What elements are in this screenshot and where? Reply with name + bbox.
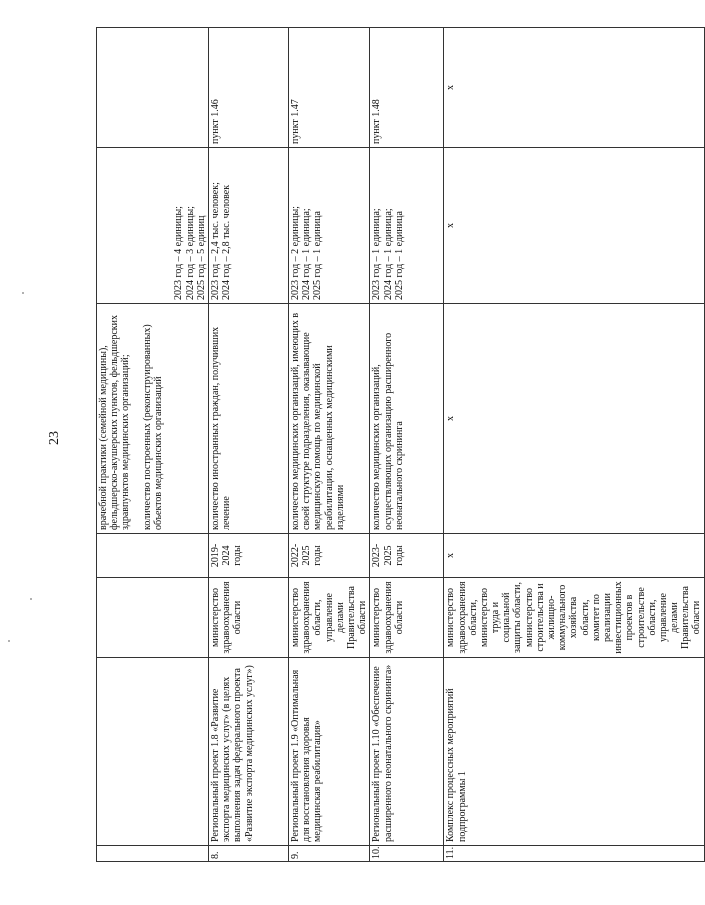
value-line: 2025 год – 1 единица <box>312 211 324 300</box>
indicator <box>97 304 209 534</box>
indicator <box>209 304 289 534</box>
executor <box>370 578 444 658</box>
indicator-line: врачебной практики (семейной медицины), фельдшерско-акушерских пунктов, фельдшерских здравпунктов медицинских организаций; <box>98 315 132 530</box>
reference: пункт 1.48 <box>370 28 444 148</box>
reference <box>97 28 209 148</box>
indicator-line: количество медицинских организаций, осуществляющих организацию расширенного неонатального скрининга <box>371 332 405 530</box>
program-table <box>96 27 705 862</box>
indicator-line: количество медицинских организаций, имеющих в своей структуре подразделения, оказывающие медицинскую помощь по медицинской реабилитации, оснащенных медицинскими изделиями <box>290 312 346 530</box>
reference: пункт 1.46 <box>209 28 289 148</box>
scan-speck <box>30 598 32 600</box>
executor-line: министерство здравоохранения области <box>210 581 244 654</box>
page-number: 23 <box>47 431 62 445</box>
table-row <box>97 28 209 862</box>
target-values <box>209 148 289 304</box>
project-name: Региональный проект 1.8 «Развитие экспорта медицинских услуг» (в целях выполнения задач федерального проекта «Развитие экспорта медицинских услуг») <box>209 658 289 846</box>
reference: x <box>444 28 704 148</box>
executor-line: министерство здравоохранения области, <box>290 581 324 654</box>
row-number: 8. <box>209 846 289 862</box>
executor <box>97 578 209 658</box>
executor-line: министерство здравоохранения области <box>371 581 405 654</box>
value-line: 2023 год – 2,4 тыс. человек; <box>210 182 221 300</box>
indicator <box>444 304 704 534</box>
value-line: 2023 год – 4 единицы; <box>173 206 185 300</box>
value-line: 2023 год – 2 единицы; <box>290 206 301 300</box>
executor-line: министерство строительства и жилищно-коммунального хозяйства области, <box>523 583 591 652</box>
period <box>97 534 209 578</box>
row-number <box>97 846 209 862</box>
executor <box>289 578 370 658</box>
value-line: 2023 год – 1 единица; <box>371 208 383 300</box>
scan-speck <box>8 640 10 642</box>
period: 2023-2025 годы <box>370 534 444 578</box>
table-body <box>97 28 705 862</box>
indicator-line: количество построенных (реконструированных) объектов медицинских организаций <box>141 324 164 530</box>
reference: пункт 1.47 <box>289 28 370 148</box>
executor-line: министерство труда и социальной защиты области, <box>478 582 524 653</box>
indicator-line: x <box>445 416 457 421</box>
period: 2022-2025 годы <box>289 534 370 578</box>
value-line: x <box>445 223 457 228</box>
target-values <box>289 148 370 304</box>
table-row <box>444 28 704 862</box>
target-values <box>444 148 704 304</box>
indicator <box>289 304 370 534</box>
rotated-table-container <box>96 28 703 862</box>
project-name <box>97 658 209 846</box>
row-number: 9. <box>289 846 370 862</box>
project-name: Комплекс процессных мероприятий подпрограммы 1 <box>444 658 704 846</box>
value-line: 2024 год – 1 единица; <box>382 208 394 300</box>
executor-line: управление делами Правительства области <box>323 586 369 649</box>
period: x <box>444 534 704 578</box>
project-name: Региональный проект 1.10 «Обеспечение расширенного неонатального скрининга» <box>370 658 444 846</box>
line-gap <box>132 307 142 530</box>
indicator-line: количество иностранных граждан, получивших лечение <box>210 326 233 530</box>
period: 2019-2024 годы <box>209 534 289 578</box>
scan-speck <box>22 292 24 294</box>
indicator <box>370 304 444 534</box>
table-row <box>370 28 444 862</box>
row-number: 11. <box>444 846 704 862</box>
executor-line: министерство здравоохранения области, <box>445 581 479 654</box>
value-line: 2025 год – 1 единица <box>393 211 405 300</box>
executor <box>209 578 289 658</box>
value-line: 2025 год – 5 единиц <box>195 215 207 300</box>
table-row <box>289 28 370 862</box>
value-line: 2024 год – 1 единица; <box>301 208 313 300</box>
executor-line: комитет по реализации инвестиционных проектов в строительстве области, <box>590 581 658 654</box>
target-values <box>97 148 209 304</box>
value-line: 2024 год – 3 единицы; <box>184 206 196 300</box>
executor-line: управление делами Правительства области <box>657 586 703 649</box>
target-values <box>370 148 444 304</box>
value-line: 2024 год – 2,8 тыс. человек <box>221 184 233 300</box>
project-name: Региональный проект 1.9 «Оптимальная для восстановления здоровья медицинская реабилитация» <box>289 658 370 846</box>
table-row <box>209 28 289 862</box>
executor <box>444 578 704 658</box>
row-number: 10. <box>370 846 444 862</box>
